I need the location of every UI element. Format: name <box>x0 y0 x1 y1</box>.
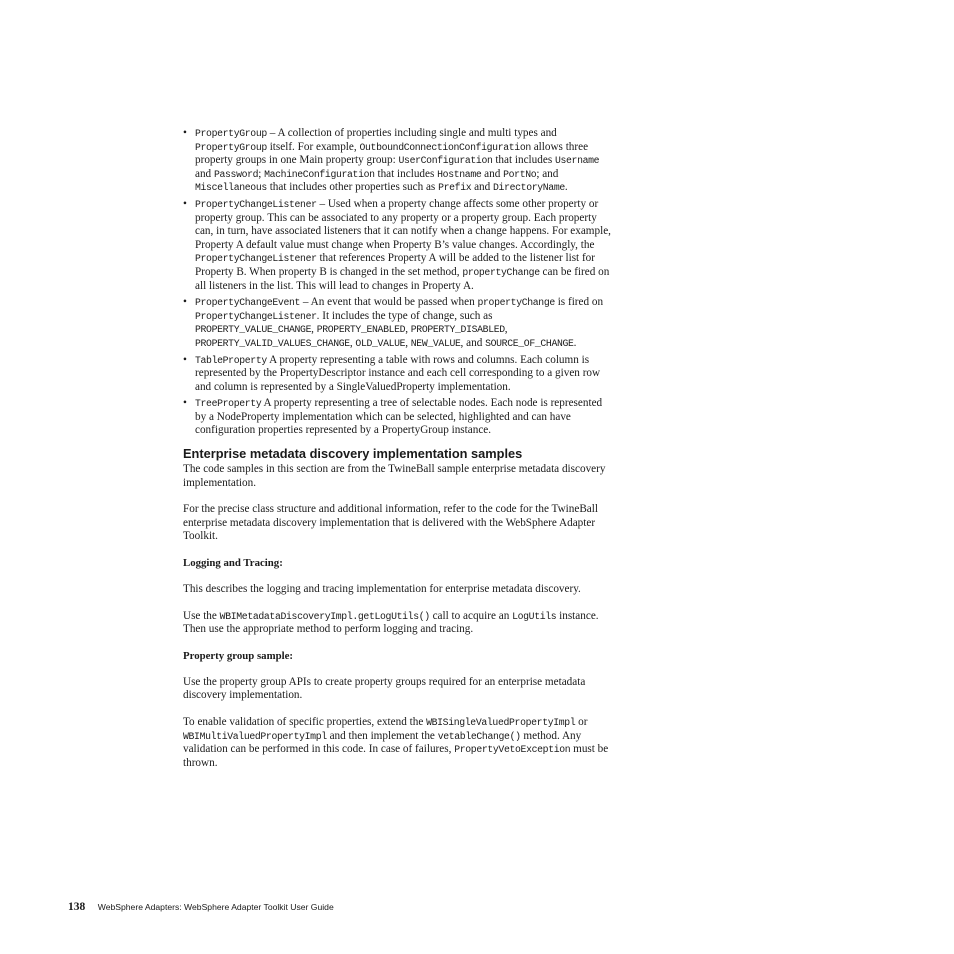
list-item: • PropertyGroup – A collection of properties including single and multi types and PropertyGroup itself. For example, OutboundConnectionConfiguration allows three property groups in one Main property group: UserConfiguration that includes Username and Password; MachineConfiguration that includes Hostname and PortNo; and Miscellaneous that includes other properties such as Prefix and DirectoryName. <box>183 127 613 195</box>
logging-paragraph-2: Use the WBIMetadataDiscoveryImpl.getLogUtils() call to acquire an LogUtils instance. Then use the appropriate method to perform logging and tracing. <box>183 609 599 636</box>
code-identifier: PROPERTY_VALID_VALUES_CHANGE <box>195 337 350 349</box>
footer-title: WebSphere Adapters: WebSphere Adapter Toolkit User Guide <box>97 902 334 912</box>
code-identifier: Hostname <box>437 168 482 180</box>
code-identifier: PropertyChangeListener <box>195 253 317 265</box>
code-identifier: PROPERTY_VALUE_CHANGE <box>195 324 312 336</box>
list-item: • PropertyChangeListener – Used when a property change affects some other property or property group. This can be associated to any property or a property group. Each property can, in turn, have associated listeners that it can notify when a change happens. For example, Property A default value must change when Property B’s value changes. Accordingly, the PropertyChangeListener that references Property A will be added to the listener list for Property B. When property B is changed in the set method, propertyChange can be fired on all listeners in the list. This will lead to changes in Property A. <box>183 198 613 293</box>
intro-paragraph: The code samples in this section are from the TwineBall sample enterprise metadata discovery implementation. <box>183 463 606 489</box>
code-identifier: PortNo <box>503 168 537 180</box>
code-identifier: MachineConfiguration <box>264 168 375 180</box>
code-identifier: WBIMetadataDiscoveryImpl.getLogUtils() <box>219 610 430 622</box>
code-identifier: propertyChange <box>462 266 540 278</box>
logging-paragraph: This describes the logging and tracing implementation for enterprise metadata discovery. <box>183 583 581 596</box>
code-identifier: PROPERTY_ENABLED <box>316 324 406 336</box>
code-identifier: LogUtils <box>512 610 557 622</box>
logging-heading: Logging and Tracing: <box>183 557 283 570</box>
code-identifier: UserConfiguration <box>398 155 493 167</box>
code-identifier: OutboundConnectionConfiguration <box>359 141 531 153</box>
page-footer <box>68 901 334 913</box>
property-group-paragraph-2: To enable validation of specific properties, extend the WBISingleValuedPropertyImpl or WBIMultiValuedPropertyImpl and then implement the vetableChange() method. Any validation can be performed in this code. In case of failures, PropertyVetoException must be thrown. <box>183 716 609 769</box>
list-item: • TreeProperty A property representing a tree of selectable nodes. Each node is represented by a NodeProperty implementation which can be selected, highlighted and can have configuration properties represented by a PropertyGroup instance. <box>183 397 613 438</box>
code-identifier: Password <box>213 168 259 180</box>
code-identifier: Miscellaneous <box>195 182 267 194</box>
page-number: 138 <box>68 901 86 913</box>
property-group-paragraph: Use the property group APIs to create property groups required for an enterprise metadata discovery implementation. <box>183 675 586 702</box>
list-item: • TableProperty A property representing a table with rows and columns. Each column is represented by the PropertyDescriptor instance and each cell corresponding to a given row and column is represented by a SingleValuedProperty implementation. <box>183 354 613 395</box>
code-identifier: DirectoryName <box>493 182 565 194</box>
property-type-list <box>183 127 613 438</box>
code-identifier: PropertyChangeEvent <box>195 297 301 309</box>
code-identifier: vetableChange() <box>437 730 521 742</box>
code-identifier: NEW_VALUE <box>410 337 461 349</box>
code-identifier: SOURCE_OF_CHANGE <box>485 337 574 349</box>
code-identifier: TableProperty <box>195 354 267 366</box>
intro-paragraph-2: For the precise class structure and additional information, refer to the code for the TwineBall enterprise metadata discovery implementation that is delivered with the WebSphere Adapter Toolkit. <box>183 503 598 543</box>
page-body <box>183 127 613 770</box>
code-identifier: PropertyChangeListener <box>195 310 317 322</box>
code-identifier: propertyChange <box>477 297 555 309</box>
list-item: • PropertyChangeEvent – An event that would be passed when propertyChange is fired on PropertyChangeListener. It includes the type of change, such as PROPERTY_VALUE_CHANGE, PROPERTY_ENABLED, PROPERTY_DISABLED, PROPERTY_VALID_VALUES_CHANGE, OLD_VALUE, NEW_VALUE, and SOURCE_OF_CHANGE. <box>183 296 613 350</box>
property-group-heading: Property group sample: <box>183 649 293 662</box>
code-identifier: PropertyGroup <box>195 128 267 139</box>
code-identifier: TreeProperty <box>195 398 262 410</box>
code-identifier: PropertyGroup <box>195 141 267 153</box>
code-identifier: PROPERTY_DISABLED <box>410 324 505 336</box>
section-heading: Enterprise metadata discovery implementation samples <box>183 446 523 462</box>
code-identifier: Username <box>554 155 600 167</box>
code-identifier: WBIMultiValuedPropertyImpl <box>183 730 327 742</box>
code-identifier: WBISingleValuedPropertyImpl <box>426 717 576 728</box>
code-identifier: PropertyChangeListener <box>195 198 317 210</box>
code-identifier: OLD_VALUE <box>355 337 406 349</box>
code-identifier: PropertyVetoException <box>454 744 571 756</box>
code-identifier: Prefix <box>438 182 472 194</box>
